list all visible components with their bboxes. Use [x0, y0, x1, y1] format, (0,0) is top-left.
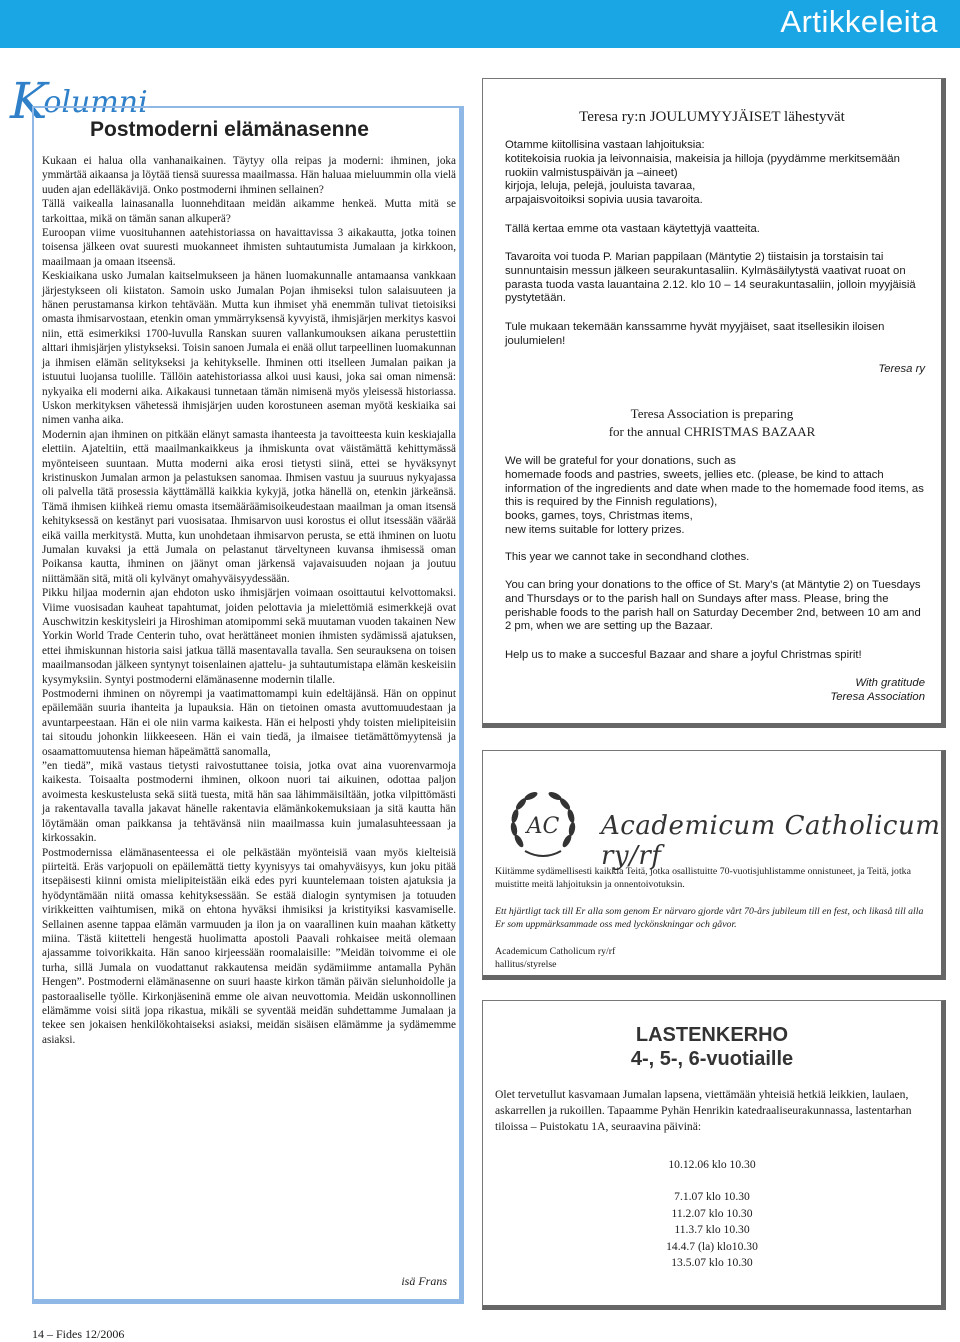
bazaar-intro-line: kotitekoisia ruokia ja leivonnaisia, makeisia ja hilloja (pyydämme merkitsemään ruokiin valmistuspäivän ja –aineet) [505, 152, 900, 179]
article-paragraph: Kukaan ei halua olla vanhanaikainen. Täytyy olla reipas ja moderni: ihminen, joka ymmärtää aikaansa ja löytää tiensä suuressa maailmassa. Hän haluaa mieluummin olla vielä uuden ajan edelläkävijä. Onko postmoderni ihminen sellainen? [42, 155, 456, 196]
lastenkerho-title-line: LASTENKERHO [635, 1024, 789, 1046]
bazaar-heading-en-line: Teresa Association is preparing [630, 406, 794, 421]
article-paragraph: Modernin ajan ihminen on pitkään elänyt samasta ihanteesta ja tavoitteesta kuin keskiajalla elettiin. Ajateltiin, että maailmankaikkeus ja ihmiskunta ovat väistämättä kehittymässä myönteiseen suuntaan. Mutta moderni aika erosi tietysti siinä, ettei se hyväksynyt kristinuskon Jumalan armon ja pelastuksen sanomaa. Ihmisen vastuu ja suuruus nykyajassa oli palvella tätä prosessia käyttämällä kaikkia kykyjä, jotka hänellä on, etenkin järkeänsä. Tämä ihmisen kiihkeä riemu omasta itsemääräämisoikeudestaan maailman ja oman itsensä kehityksessä on kestänyt pari vuosisataa. Ihmisarvon uusi korostus ei ollut itsessään väärää eikä vailla merkitystä. Mutta, kun unohdetaan ihmisarvon perusta, se että ihminen on luotu Jumalan kuvaksi ja että Jumala on pelastanut tärveltyneen kuvansa ihmisessä oman Poikansa kautta, ihminen on jäänyt oman järkensä vajavaisuuden nojaan ja joutuu niittämään sitä, mitä oli kylvänyt omahyväisyydessään. [42, 428, 456, 585]
lastenkerho-date: 14.4.7 (la) klo10.30 [666, 1239, 758, 1253]
bazaar-invite-fi: Tule mukaan tekemään kanssamme hyvät myyjäiset, saat itsellesikin iloisen joulumielen! [505, 321, 885, 347]
column-label-initial: K [10, 72, 48, 130]
bazaar-intro-line: kirjoja, leluja, pelejä, jouluista tavaraa, [505, 180, 696, 193]
article-paragraph: Euroopan viime vuosituhannen aatehistoriassa on havaittavissa 3 aikakautta, jotka toinen toisensa jälkeen ovat suuresti muokanneet ihmisten suhtautumista Jumalaan ja kirkkoon, maailmaan ja omaan itseensä. [42, 227, 456, 268]
bazaar-heading-en-line: for the annual CHRISTMAS BAZAAR [608, 424, 816, 439]
column-article [32, 106, 464, 1304]
academicum-box [482, 750, 946, 980]
bazaar-invite-en: Help us to make a succesful Bazaar and share a joyful Christmas spirit! [505, 649, 862, 661]
article-paragraph: Pikku hiljaa modernin ajan ehdoton usko ihmisjärjen voimaan osoittautui kelvottomaksi. Viime vuosisadan kauheat tapahtumat, joiden pelottavia ja mielettömiä esimerkkejä ovat Auschwitzin keskitysleiri ja Hiroshiman atomipommi sekä muutaman vuoden takainen New Yorkin World Trade Centerin tuho, ovat herättäneet monien ihmisten sydämissä ajatuksen, ettei ihmiskunnan historia saisi jatkua tällä masentavalla tavalla. Sen seurauksena on toisen maailmansodan jälkeen syntynyt toisenlainen ajattelu- ja suhtautumistapa elämän keskeisiin kysymyksiin. Syntyi postmoderni elämänasenne modernin tilalle. [42, 587, 456, 686]
article-paragraph: ”en tiedä”, mikä vastaus tietysti raivostuttanee toisia, jotka ovat aina vuorenvarmoja kaikesta. Toisaalta postmoderni ihminen, olkoon nuori tai aikuinen, odottaa paljon avoimesta keskustelusta sekä siitä tuesta, mitä hän saa lähimmäisiltään, jotka vilpittömästi ja rakentavalla tavalla jakavat hänelle rakentavia elämänkokemuksiaan ja sitä kautta hän löytämään oman paikkansa ja tehtävänsä niin maailmassa kuin jumalasuhteessaan ja kirkossakin. [42, 760, 456, 845]
bazaar-delivery-en: You can bring your donations to the office of St. Mary’s (at Mäntytie 2) on Tuesdays and Thursdays or to the parish hall on Sundays after mass. Please, bring the perishable foods to the parish hall on Saturday December 2nd, between 10 am and 2 pm, when we are setting up the Bazaar. [505, 579, 921, 633]
bazaar-en-line: homemade foods and pastries, sweets, jellies etc. (please, be kind to attach information of the ingredients and date when made to the homemade food items, as this is required by the Finnish regulations), [505, 468, 924, 509]
svg-text:AC: AC [526, 814, 560, 839]
lastenkerho-date: 11.2.07 klo 10.30 [671, 1206, 753, 1220]
lastenkerho-title [483, 1023, 941, 1071]
bazaar-note-en: This year we cannot take in secondhand clothes. [505, 551, 750, 563]
bazaar-en-line: new items suitable for lottery prizes. [505, 523, 685, 536]
academicum-signature-line: Academicum Catholicum ry/rf [495, 946, 616, 957]
academicum-signature-line: hallitus/styrelse [495, 959, 557, 970]
academicum-signature [495, 945, 935, 971]
article-paragraph: Postmodernissa elämänasenteessa ei ole pelkästään myönteisiä vaan myös kielteisiä piirteitä. Eräs varjopuoli on epäilemättä tietty kyynisyys tai omahyväisyys, kun joku pitää itsepäisesti kiinni omista mielipiteistään eikä edes pyri kuuntelemaan toisten ajatuksia ja hyödyntämään niitä omassa kehityksessään. Se estää dialogin syntymisen ja totuuden virikkeitten vaihtumisen, mikä on ehtona hyväksi ihmisiksi ja kristityiksi kasvamiselle. Sellainen asenne tappaa elämän varmuuden ja ilon ja on vaarallinen kuin maahan kätketty miina. Tästä kiitetteli hengestä huolimatta apostoli Paavali rohkaisee meitä olemaan ajassamme toivorikkaita. Hän sanoo kirjeessään roomalaisille: ”Meidän toivomme ei ole turha, sillä Jumala on vuodattanut rakkautensa meidän sydämiimme antamalla Pyhän Hengen”. Postmoderni elämänasenne on suuri haaste kirkon tämän päivän sielunhoidolle ja pastoraaliselle työlle. Kirkonjäseninä emme ole aivan neuvottomia. Meidän uskonnollinen elämämme voisi siitä jopa rikastua, mikäli se syventää meidän suhdettamme Jumalaan ja tekee sen jokaisen henkilökohtaiseksi asiaksi, meidän sisäisen elämämme ja sydämemme asiaksi. [42, 846, 456, 1046]
bazaar-signature-en [505, 677, 925, 705]
lastenkerho-date: 7.1.07 klo 10.30 [674, 1190, 750, 1203]
article-signature: isä Frans [401, 1274, 447, 1288]
lastenkerho-box [482, 1000, 946, 1310]
bazaar-signature-line: With gratitude [855, 677, 925, 689]
bazaar-box [482, 78, 946, 728]
page-footer: 14 – Fides 12/2006 [32, 1327, 125, 1341]
academicum-thanks-fi: Kiitämme sydämellisesti kaikkia Teitä, jotka osallistuitte 70-vuotisjuhlistamme onnistuneet, ja Teitä, jotka muistitte meitä lahjoituksin ja onnentoivotuksin. [495, 866, 911, 890]
academicum-name: Academicum Catholicum ry/rf [601, 811, 941, 871]
bazaar-en-line: books, games, toys, Christmas items, [505, 510, 693, 523]
lastenkerho-title-line: 4-, 5-, 6-vuotiaille [630, 1048, 794, 1070]
article-paragraph: Postmoderni ihminen on nöyrempi ja vaatimattomampi kuin edeltäjänsä. Hän on oppinut epäilemään suuria ihanteita ja lupauksia. Hän on tietoinen omasta avuttomuudestaan ja avuntarpeestaan. Hän ei ole niin varma kaikesta. Hän ei helposti yhdy toisten mielipiteisiin tai sitoudu johonkin liikkeeseen. Hän ei vain tiedä, ja ilmaisee tietämättömyytensä ja osaamattomuutensa hieman häpeämättä sanomalla, [42, 688, 456, 758]
bazaar-heading-en [483, 405, 941, 441]
article-paragraph: Keskiaikana usko Jumalan kaitselmukseen ja hänen luomakunnalle antamaansa vankkaan järjestykseen oli kiistaton. Samoin usko Jumalan Pojan ihmiseksi tulon salaisuuteen ja hänen perustamansa kirkon tehtävään. Mutta kun ihmiset yhä enemmän tulivat tietoisiksi omasta ihmisarvostaan, etenkin oman ymmärryksensä kyvyistä, ihmisjärjen merkitys kasvoi niin, että esimerkiksi 1700-luvulla Ranskan suuren vallankumouksen aikana perustettiin alttari ihmisjärjen ylistykseksi. Toisin sanoen Jumala ei enää ollut tarpeellinen luomakunnan ja ihmisen elämän selitykseksi ja kehitykselle. Ihminen otti itselleen Jumalan paikan ja istuutui luojansa tuolille. Tällöin aatehistoriassa alkoi uusi kausi, joka sai oman nimensä: nykyaika eli moderni aika. Aikakausi tunnetaan tämän nimisenä myös yleisessä historiassa. Uskon merkityksen vähetessä ihmisjärjen uuden korostuneen aseman myötä keskiaika sai nimen vanha aika. [42, 270, 456, 427]
lastenkerho-date: 13.5.07 klo 10.30 [671, 1256, 753, 1269]
laurel-logo-icon [505, 787, 581, 863]
column-label-rest: olumni [43, 85, 148, 120]
article-paragraph: Tällä vaikealla lainasanalla luonnehditaan meidän aikamme henkeä. Mutta mitä se tarkoittaa, mikä on tämän sanan alkuperä? [42, 198, 456, 225]
bazaar-intro-en [505, 455, 925, 538]
section-title: Artikkeleita [780, 4, 938, 39]
bazaar-intro-fi [505, 139, 925, 208]
academicum-thanks-sv: Ett hjärtligt tack till Er alla som genom Er närvaro gjorde vårt 70-års jubileum till en fest, och likaså till alla Er som uppmärksammade oss med lyckönskningar och gåvor. [495, 906, 924, 930]
bazaar-signature-line: Teresa Association [830, 690, 925, 703]
lastenkerho-date-first: 10.12.06 klo 10.30 [668, 1158, 756, 1171]
bazaar-note-fi: Tällä kertaa emme ota vastaan käytettyjä vaatteita. [505, 223, 760, 235]
bazaar-delivery-fi: Tavaroita voi tuoda P. Marian pappilaan (Mäntytie 2) tiistaisin ja torstaisin tai sunnuntaisin messun jälkeen seurakuntasaliin. Kylmäsäilytystä vaativat ruoat on parasta tuoda vasta lauantaina 2.12. klo 10 – 14 seurakuntasaliin, jolloin myyjäisiä pystytetään. [505, 251, 916, 305]
article-body [42, 154, 456, 1047]
bazaar-signature-fi: Teresa ry [878, 363, 925, 375]
lastenkerho-body: Olet tervetullut kasvamaan Jumalan lapsena, viettämään yhteisiä hetkiä leikkien, laulaen, askarrellen ja rukoillen. Tapaamme Pyhän Henrikin katedraaliseurakunnassa, lastentarhan tiloissa – Puistokatu 1A, seuraavina päivinä: [495, 1088, 912, 1133]
header-banner [0, 0, 960, 48]
bazaar-en-line: We will be grateful for your donations, such as [505, 455, 736, 467]
article-title: Postmoderni elämänasenne [90, 118, 369, 141]
bazaar-intro-line: arpajaisvoitoiksi sopivia uusia tavaroita. [505, 194, 703, 207]
lastenkerho-date: 11.3.7 klo 10.30 [674, 1223, 750, 1236]
bazaar-heading-fi: Teresa ry:n JOULUMYYJÄISET lähestyvät [579, 109, 845, 125]
lastenkerho-date-list [483, 1189, 941, 1272]
bazaar-intro-line: Otamme kiitollisina vastaan lahjoituksia: [505, 139, 705, 151]
